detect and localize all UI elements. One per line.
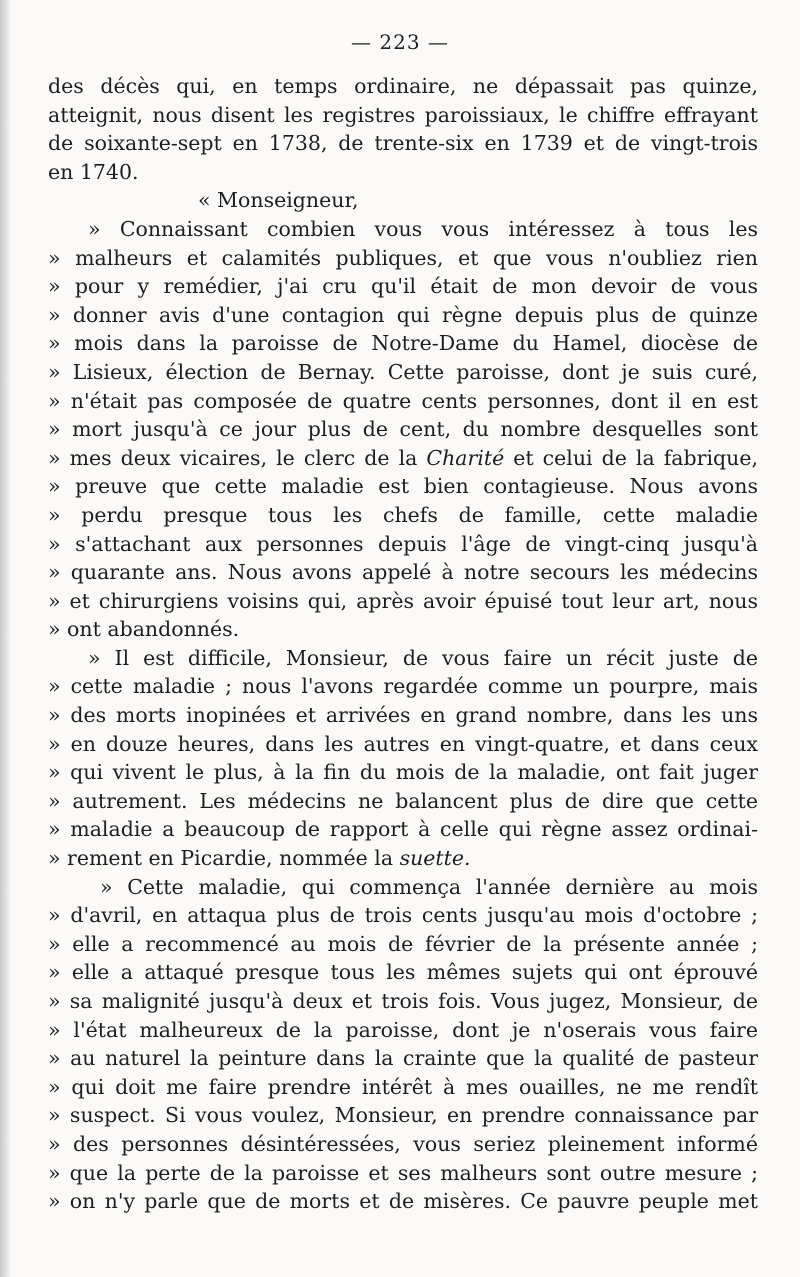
text-line xyxy=(48,444,758,473)
text-line: » elle a attaqué presque tous les mêmes sujets qui ont éprouvé xyxy=(48,960,758,985)
text-line: » on n'y parle que de morts et de misères. Ce pauvre peuple met xyxy=(48,1189,758,1214)
page-number: — 223 — xyxy=(351,30,449,54)
page-body xyxy=(48,72,758,1216)
text-line: » en douze heures, dans les autres en vingt-quatre, et dans ceux xyxy=(48,731,758,756)
text-line: » des personnes désintéressées, vous seriez pleinement informé xyxy=(48,1131,758,1156)
text-line: » preuve que cette maladie est bien contagieuse. Nous avons xyxy=(48,474,758,499)
text-segment: et celui de la fabrique, xyxy=(513,445,758,470)
text-line: » qui doit me faire prendre intérêt à mes ouailles, ne me rendît xyxy=(48,1074,758,1099)
italic-term: Charité xyxy=(426,445,505,470)
letter-salutation: « Monseigneur, xyxy=(198,188,359,213)
text-line: » maladie a beaucoup de rapport à celle qui règne assez ordinai- xyxy=(48,817,758,842)
text-line: » malheurs et calamités publiques, et que vous n'oubliez rien xyxy=(48,245,758,270)
text-line: » s'attachant aux personnes depuis l'âge de vingt-cinq jusqu'à xyxy=(48,531,758,556)
text-line: » Il est difficile, Monsieur, de vous faire un récit juste de xyxy=(88,645,758,670)
text-line: » ont abandonnés. xyxy=(48,617,240,642)
text-line: » elle a recommencé au mois de février de la présente année ; xyxy=(48,931,758,956)
text-line: » n'était pas composée de quatre cents personnes, dont il en est xyxy=(48,388,758,413)
text-line: des décès qui, en temps ordinaire, ne dépassait pas quinze, xyxy=(48,74,758,98)
text-line: en 1740. xyxy=(48,159,139,184)
text-line: atteignit, nous disent les registres paroissiaux, le chiffre effrayant xyxy=(48,102,758,127)
text-line: » mort jusqu'à ce jour plus de cent, du nombre desquelles sont xyxy=(48,417,758,442)
text-line: » qui vivent le plus, à la fin du mois de la maladie, ont fait juger xyxy=(48,760,758,785)
text-line: » Connaissant combien vous vous intéressez à tous les xyxy=(88,216,758,241)
text-line: » quarante ans. Nous avons appelé à notre secours les médecins xyxy=(48,560,758,585)
text-line: de soixante-sept en 1738, de trente-six en 1739 et de vingt-trois xyxy=(48,131,758,156)
text-line: » mois dans la paroisse de Notre-Dame du Hamel, diocèse de xyxy=(48,331,758,356)
text-line: » autrement. Les médecins ne balancent plus de dire que cette xyxy=(48,788,758,813)
text-line: » que la perte de la paroisse et ses malheurs sont outre mesure ; xyxy=(48,1160,758,1185)
text-line: » pour y remédier, j'ai cru qu'il était de mon devoir de vous xyxy=(48,274,758,299)
italic-term: suette. xyxy=(399,846,471,871)
text-line: » Cette maladie, qui commença l'année dernière au mois xyxy=(100,874,758,899)
text-line: » au naturel la peinture dans la crainte que la qualité de pasteur xyxy=(48,1046,758,1071)
text-segment: » rement en Picardie, nommée la xyxy=(48,846,394,871)
text-line: » donner avis d'une contagion qui règne depuis plus de quinze xyxy=(48,302,758,327)
text-line: » perdu presque tous les chefs de famille, cette maladie xyxy=(48,502,758,527)
text-line: » Lisieux, élection de Bernay. Cette paroisse, dont je suis curé, xyxy=(48,359,758,384)
text-line: » sa malignité jusqu'à deux et trois fois. Vous jugez, Monsieur, de xyxy=(48,989,758,1013)
text-line: » l'état malheureux de la paroisse, dont je n'oserais vous faire xyxy=(48,1017,758,1042)
text-line: » et chirurgiens voisins qui, après avoir épuisé tout leur art, nous xyxy=(48,588,758,613)
text-line: » d'avril, en attaqua plus de trois cents jusqu'au mois d'octobre ; xyxy=(48,903,758,928)
text-line: » des morts inopinées et arrivées en grand nombre, dans les uns xyxy=(48,703,758,728)
text-line: » cette maladie ; nous l'avons regardée comme un pourpre, mais xyxy=(48,674,758,699)
text-line: » suspect. Si vous voulez, Monsieur, en prendre connaissance par xyxy=(48,1103,758,1128)
text-segment: » mes deux vicaires, le clerc de la xyxy=(48,445,418,470)
text-line xyxy=(48,844,758,873)
